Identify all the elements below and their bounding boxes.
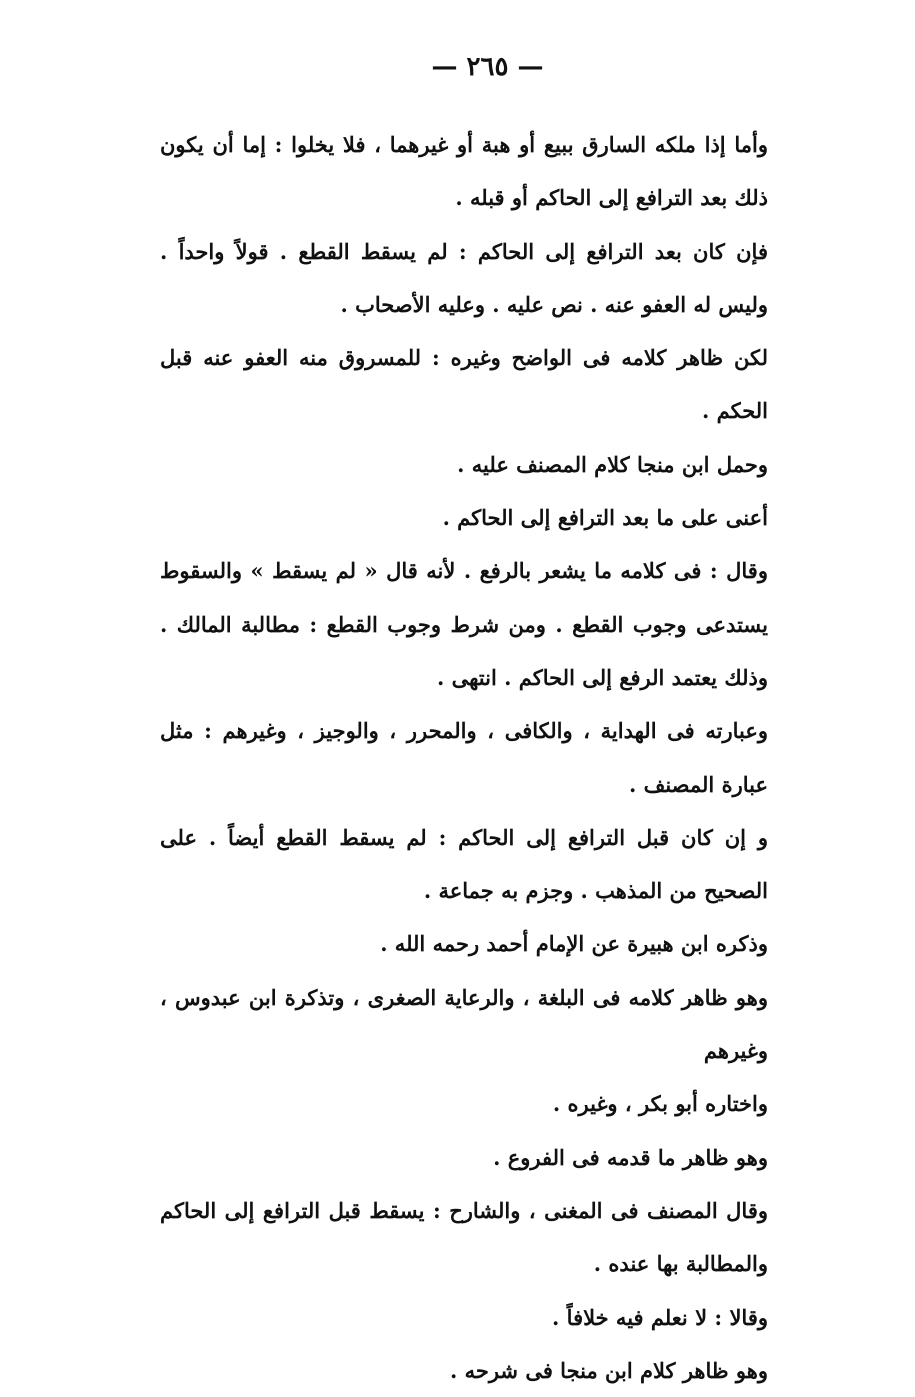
paragraph: وقالا : لا نعلم فيه خلافاً . xyxy=(552,1304,768,1330)
paragraph: و إن كان قبل الترافع إلى الحاكم : لم يسقط القطع أيضاً . على الصحيح من المذهب . وجزم به جماعة . xyxy=(160,824,768,904)
main-text xyxy=(160,118,810,1397)
paragraph: واختاره أبو بكر ، وغيره . xyxy=(552,1091,768,1117)
page-number: — ٢٦٥ — xyxy=(431,52,544,82)
paragraph: وهو ظاهر ما قدمه فى الفروع . xyxy=(493,1144,768,1170)
paragraph: وقال المصنف فى المغنى ، والشارح : يسقط قبل الترافع إلى الحاكم والمطالبة بها عنده . xyxy=(160,1197,768,1277)
paragraph: وأما إذا ملكه السارق ببيع أو هبة أو غيرهما ، فلا يخلوا : إما أن يكون ذلك بعد الترافع إلى الحاكم أو قبله . xyxy=(160,132,768,211)
paragraph: وقال : فى كلامه ما يشعر بالرفع . لأنه قال « لم يسقط » والسقوط يستدعى وجوب القطع . ومن شرط وجوب القطع : مطالبة المالك . وذلك يعتمد الرفع إلى الحاكم . انتهى . xyxy=(160,558,768,690)
paragraph: لكن ظاهر كلامه فى الواضح وغيره : للمسروق منه العفو عنه قبل الحكم . xyxy=(160,345,768,424)
paragraph: وذكره ابن هبيرة عن الإمام أحمد رحمه الله . xyxy=(380,931,768,957)
paragraph: وهو ظاهر كلامه فى البلغة ، والرعاية الصغرى ، وتذكرة ابن عبدوس ، وغيرهم xyxy=(160,984,768,1064)
paragraph: فإن كان بعد الترافع إلى الحاكم : لم يسقط القطع . قولاً واحداً . وليس له العفو عنه . نص عليه . وعليه الأصحاب . xyxy=(160,238,768,317)
paragraph: وهو ظاهر كلام ابن منجا فى شرحه . xyxy=(449,1357,768,1383)
paragraph: وحمل ابن منجا كلام المصنف عليه . xyxy=(457,451,768,477)
paragraph: أعنى على ما بعد الترافع إلى الحاكم . xyxy=(442,505,768,531)
paragraph: وعبارته فى الهداية ، والكافى ، والمحرر ، والوجيز ، وغيرهم : مثل عبارة المصنف . xyxy=(160,718,768,797)
